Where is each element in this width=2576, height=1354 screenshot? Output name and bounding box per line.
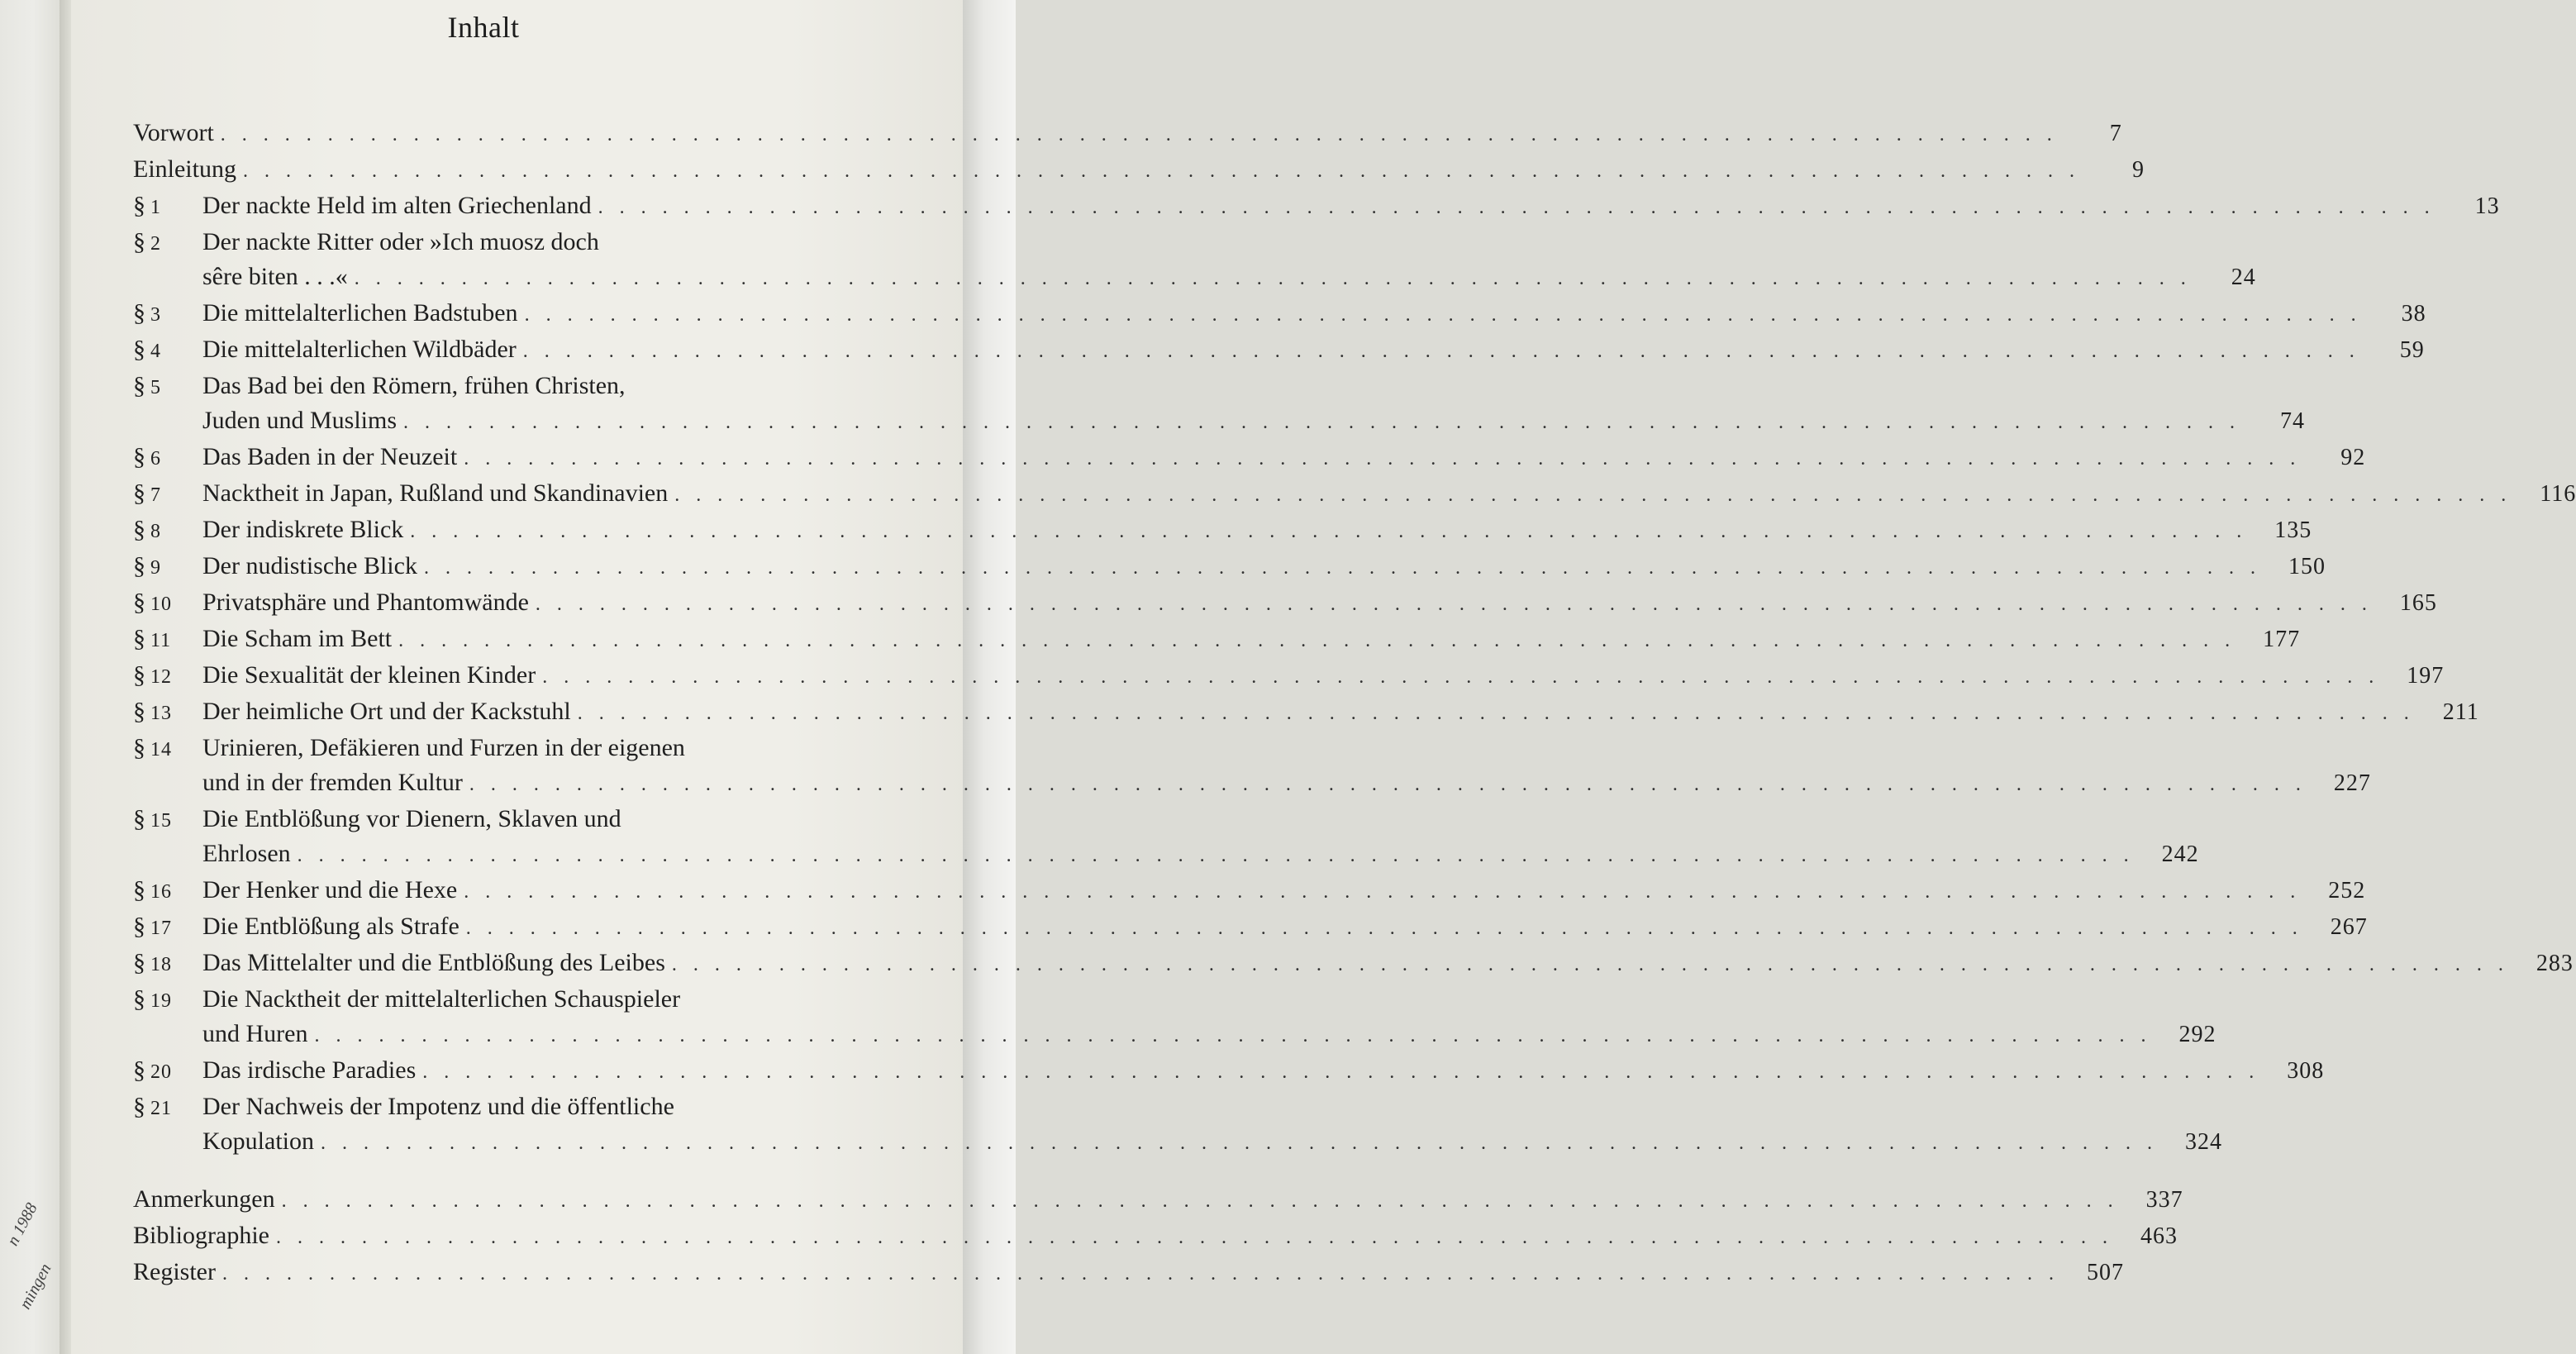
section-symbol: § [133, 552, 145, 579]
toc-page-number: 92 [2340, 445, 2366, 470]
toc-entry-body [202, 225, 2256, 296]
toc-page-number: 463 [2140, 1223, 2178, 1249]
section-symbol: § [133, 1056, 145, 1084]
toc-entry-line [202, 332, 2425, 369]
chapter-number-value: 3 [150, 304, 161, 326]
toc-entry-body [202, 188, 2500, 225]
toc-entry-body [202, 585, 2437, 622]
toc-entry-title: Die Scham im Bett [202, 625, 393, 652]
toc-entry-title: und Huren [202, 1020, 308, 1047]
toc-chapter-entry [133, 440, 2366, 476]
toc-leader-dots [221, 117, 2058, 152]
chapter-number-value: 21 [150, 1098, 172, 1119]
toc-entry-title: Die Nacktheit der mittelalterlichen Schauspieler [202, 985, 681, 1013]
section-symbol: § [133, 734, 145, 761]
section-symbol: § [133, 372, 145, 399]
chapter-number-value: 20 [150, 1061, 172, 1083]
section-symbol: § [133, 336, 145, 363]
toc-entry-line [202, 585, 2437, 622]
chapter-number-value: 6 [150, 448, 161, 470]
chapter-number-value: 11 [150, 630, 172, 651]
toc-entry-line [133, 1255, 2124, 1291]
toc-entry-title: Der heimliche Ort und der Kackstuhl [202, 698, 571, 725]
section-symbol: § [133, 479, 145, 507]
chapter-number [133, 549, 202, 585]
toc-leader-dots [282, 1184, 2119, 1218]
toc-entry-line [202, 440, 2365, 476]
toc-entry-line [202, 1017, 2216, 1053]
toc-entry-line [133, 116, 2122, 152]
toc-entry-title: Der nudistische Blick [202, 552, 417, 579]
toc-page-number: 292 [2178, 1022, 2217, 1047]
chapter-number [133, 909, 202, 946]
chapter-number-value: 14 [150, 739, 172, 760]
toc-entry-body [202, 549, 2326, 585]
toc-leader-dots [674, 478, 2512, 513]
toc-chapter-entry [133, 332, 2425, 369]
toc-entry [133, 152, 2145, 188]
chapter-number [133, 585, 202, 622]
toc-entry-line [202, 622, 2300, 658]
toc-entry-title: Privatsphäre und Phantomwände [202, 589, 529, 616]
toc-page-number: 177 [2263, 627, 2301, 652]
toc-page-number: 267 [2330, 914, 2368, 940]
toc-entry-title: Kopulation [202, 1128, 314, 1155]
toc-leader-dots [243, 154, 2080, 188]
toc-entry-title: sêre biten . . .« [202, 263, 348, 290]
left-page-fragment: mingen [16, 1261, 55, 1313]
chapter-number [133, 1053, 202, 1089]
toc-page-number: 38 [2401, 301, 2426, 327]
toc-chapter-entry [133, 1053, 2325, 1089]
toc-page-number: 13 [2474, 193, 2500, 219]
chapter-number [133, 873, 202, 909]
toc-entry-line [202, 658, 2444, 694]
toc-chapter-entry [133, 225, 2256, 296]
chapter-number [133, 802, 202, 838]
toc-entry-title: Das Baden in der Neuzeit [202, 443, 458, 470]
chapter-number-value: 10 [150, 594, 172, 615]
toc-leader-dots [598, 190, 2436, 225]
chapter-number-value: 18 [150, 954, 172, 975]
left-page-fragment: n 1988 [3, 1199, 41, 1249]
toc-entry-body [133, 1182, 2183, 1218]
toc-page-number: 74 [2280, 408, 2306, 434]
toc-entry-title: Urinieren, Defäkieren und Furzen in der eigenen [202, 734, 685, 761]
chapter-number-value: 15 [150, 810, 172, 832]
toc-page-number: 150 [2288, 554, 2326, 579]
toc-leader-dots [424, 551, 2261, 585]
toc-leader-dots [321, 1126, 2158, 1161]
toc-entry-title: Der nackte Ritter oder »Ich muosz doch [202, 228, 599, 255]
toc-entry-title: Der Nachweis der Impotenz und die öffentliche [202, 1093, 674, 1120]
toc-page-number: 211 [2442, 699, 2479, 725]
toc-entry-title: Das Mittelalter und die Entblößung des Leibes [202, 949, 665, 976]
toc-entry-line [133, 152, 2145, 188]
toc-entry-body [202, 873, 2365, 909]
chapter-number-value: 17 [150, 918, 172, 939]
toc-entry-line [202, 260, 2256, 296]
toc-leader-dots [525, 298, 2362, 332]
toc-entry-title: Der nackte Held im alten Griechenland [202, 192, 592, 219]
toc-entry-line [202, 549, 2326, 585]
toc-chapter-entry [133, 549, 2326, 585]
chapter-number [133, 225, 202, 261]
toc-page-number: 197 [2407, 663, 2445, 689]
section-symbol: § [133, 1093, 145, 1120]
toc-entry-line [202, 476, 2576, 513]
toc-leader-dots [542, 660, 2379, 694]
toc-page-number: 308 [2287, 1058, 2325, 1084]
section-symbol: § [133, 516, 145, 543]
chapter-number-value: 19 [150, 990, 172, 1012]
chapter-number [133, 513, 202, 549]
toc-entry-line [202, 873, 2365, 909]
chapter-number [133, 476, 202, 513]
toc-leader-dots [672, 947, 2509, 982]
toc-leader-dots [466, 911, 2303, 946]
chapter-number-value: 12 [150, 666, 172, 688]
toc-entry [133, 1255, 2124, 1291]
section-symbol: § [133, 589, 145, 616]
toc-page-number: 242 [2161, 841, 2199, 867]
toc-entry-body [202, 622, 2300, 658]
toc-leader-dots [222, 1256, 2059, 1291]
toc-entry-body [202, 909, 2368, 946]
toc-leader-dots [464, 441, 2301, 476]
toc-entry-line [202, 837, 2199, 873]
toc-page-number: 283 [2536, 951, 2574, 976]
toc-leader-dots [469, 767, 2307, 802]
toc-page-number: 337 [2145, 1187, 2183, 1213]
toc-entry-line [202, 296, 2426, 332]
chapter-number [133, 369, 202, 405]
chapter-number-value: 16 [150, 881, 172, 903]
toc-entry-body [202, 802, 2199, 873]
toc-entry-line [202, 946, 2574, 982]
section-symbol: § [133, 985, 145, 1013]
toc-entry-title: Anmerkungen [133, 1185, 275, 1213]
toc-entry-title: Die Entblößung vor Dienern, Sklaven und [202, 805, 621, 832]
toc-entry-body [202, 296, 2426, 332]
toc-entry-body [202, 694, 2479, 731]
toc-leader-dots [355, 261, 2192, 296]
toc-entry-line [202, 694, 2479, 731]
toc-entry-body [202, 1053, 2324, 1089]
toc-back-matter [133, 1182, 2183, 1291]
toc-entry-line [202, 513, 2312, 549]
toc-chapter-entry [133, 982, 2217, 1053]
toc-front-matter [133, 116, 2145, 188]
toc-entry-body [202, 658, 2444, 694]
toc-chapter-entry [133, 658, 2445, 694]
toc-entry-body [133, 1255, 2124, 1291]
toc-chapter-entry [133, 802, 2199, 873]
toc-entry-line [202, 1053, 2324, 1089]
toc-entry-title: Das irdische Paradies [202, 1056, 417, 1084]
chapter-number [133, 440, 202, 476]
chapter-number [133, 296, 202, 332]
table-of-contents [133, 116, 2576, 1291]
toc-page-number: 24 [2231, 265, 2256, 290]
toc-chapter-entry [133, 585, 2437, 622]
section-symbol: § [133, 443, 145, 470]
toc-chapter-entry [133, 513, 2312, 549]
toc-entry-title: Nacktheit in Japan, Rußland und Skandinavien [202, 479, 669, 507]
toc-chapter-entry [133, 909, 2368, 946]
toc-page-number: 9 [2131, 157, 2145, 183]
page-title: Inhalt [447, 11, 520, 44]
toc-chapters [133, 188, 2576, 1161]
toc-entry-body [202, 440, 2365, 476]
toc-chapter-entry [133, 188, 2500, 225]
section-symbol: § [133, 625, 145, 652]
toc-leader-dots [410, 514, 2247, 549]
chapter-number [133, 982, 202, 1018]
toc-leader-dots [536, 587, 2373, 622]
left-facing-page [0, 0, 66, 1354]
toc-page-number: 227 [2333, 770, 2371, 796]
toc-entry-body [202, 332, 2425, 369]
toc-leader-dots [398, 623, 2236, 658]
toc-chapter-entry [133, 946, 2574, 982]
toc-entry-body [133, 1218, 2178, 1255]
toc-entry-line [202, 765, 2371, 802]
toc-entry-title: und in der fremden Kultur [202, 769, 463, 796]
toc-chapter-entry [133, 731, 2371, 802]
section-symbol: § [133, 949, 145, 976]
toc-chapter-entry [133, 369, 2306, 440]
section-symbol: § [133, 913, 145, 940]
chapter-number [133, 658, 202, 694]
toc-entry-title: Register [133, 1258, 216, 1285]
toc-entry-body [202, 946, 2574, 982]
chapter-number [133, 731, 202, 767]
toc-entry-title: Bibliographie [133, 1222, 269, 1249]
toc-entry [133, 116, 2122, 152]
toc-entry [133, 1218, 2178, 1255]
toc-leader-dots [276, 1220, 2113, 1255]
toc-entry-title: Juden und Muslims [202, 407, 398, 434]
toc-chapter-entry [133, 296, 2426, 332]
chapter-number-value: 13 [150, 703, 172, 724]
toc-leader-dots [464, 875, 2301, 909]
toc-leader-dots [578, 696, 2415, 731]
toc-entry-title: Die mittelalterlichen Badstuben [202, 299, 518, 327]
toc-chapter-entry [133, 622, 2301, 658]
section-symbol: § [133, 228, 145, 255]
toc-entry-body [133, 116, 2122, 152]
toc-chapter-entry [133, 1089, 2222, 1161]
toc-page-number: 135 [2274, 517, 2312, 543]
section-symbol: § [133, 192, 145, 219]
toc-page-number: 324 [2185, 1129, 2222, 1155]
chapter-number-value: 5 [150, 377, 161, 398]
toc-chapter-entry [133, 694, 2479, 731]
toc-entry [133, 1182, 2183, 1218]
toc-entry-line [202, 909, 2368, 946]
chapter-number [133, 946, 202, 982]
toc-entry-body [202, 1089, 2222, 1161]
toc-page-number: 165 [2399, 590, 2437, 616]
chapter-number-value: 9 [150, 557, 161, 579]
toc-page-number: 252 [2328, 878, 2366, 903]
toc-leader-dots [422, 1055, 2259, 1089]
chapter-number [133, 694, 202, 731]
toc-entry-line [202, 403, 2305, 440]
toc-entry-title: Die mittelalterlichen Wildbäder [202, 336, 517, 363]
chapter-number [133, 1089, 202, 1126]
toc-entry-title: Die Entblößung als Strafe [202, 913, 459, 940]
toc-leader-dots [403, 405, 2240, 440]
section-symbol: § [133, 661, 145, 689]
toc-entry-body [202, 476, 2576, 513]
chapter-number [133, 332, 202, 369]
chapter-number-value: 4 [150, 341, 161, 362]
toc-entry-body [133, 152, 2145, 188]
toc-page-number: 7 [2109, 121, 2122, 146]
toc-entry-line [202, 1124, 2222, 1161]
toc-entry-line [133, 1218, 2178, 1255]
chapter-number-value: 7 [150, 484, 161, 506]
chapter-number [133, 622, 202, 658]
toc-entry-line [133, 1182, 2183, 1218]
section-symbol: § [133, 876, 145, 903]
toc-leader-dots [298, 838, 2135, 873]
section-symbol: § [133, 299, 145, 327]
toc-page-number: 116 [2540, 481, 2576, 507]
chapter-number-value: 2 [150, 233, 161, 255]
toc-page-number: 507 [2086, 1260, 2124, 1285]
chapter-number-value: 1 [150, 197, 161, 218]
toc-entry-body [202, 982, 2216, 1053]
section-symbol: § [133, 805, 145, 832]
toc-entry-title: Das Bad bei den Römern, frühen Christen, [202, 372, 626, 399]
toc-entry-title: Vorwort [133, 119, 214, 146]
toc-leader-dots [523, 334, 2360, 369]
toc-entry-title: Ehrlosen [202, 840, 291, 867]
toc-chapter-entry [133, 476, 2576, 513]
section-symbol: § [133, 698, 145, 725]
chapter-number-value: 8 [150, 521, 161, 542]
toc-entry-title: Der indiskrete Blick [202, 516, 404, 543]
toc-entry-body [202, 513, 2312, 549]
toc-entry-line [202, 188, 2500, 225]
toc-leader-dots [314, 1018, 2151, 1053]
toc-entry-body [202, 731, 2371, 802]
toc-entry-title: Der Henker und die Hexe [202, 876, 458, 903]
toc-entry-title: Die Sexualität der kleinen Kinder [202, 661, 536, 689]
chapter-number [133, 188, 202, 225]
toc-entry-title: Einleitung [133, 155, 236, 183]
toc-chapter-entry [133, 873, 2366, 909]
toc-page-number: 59 [2399, 337, 2425, 363]
toc-entry-body [202, 369, 2305, 440]
